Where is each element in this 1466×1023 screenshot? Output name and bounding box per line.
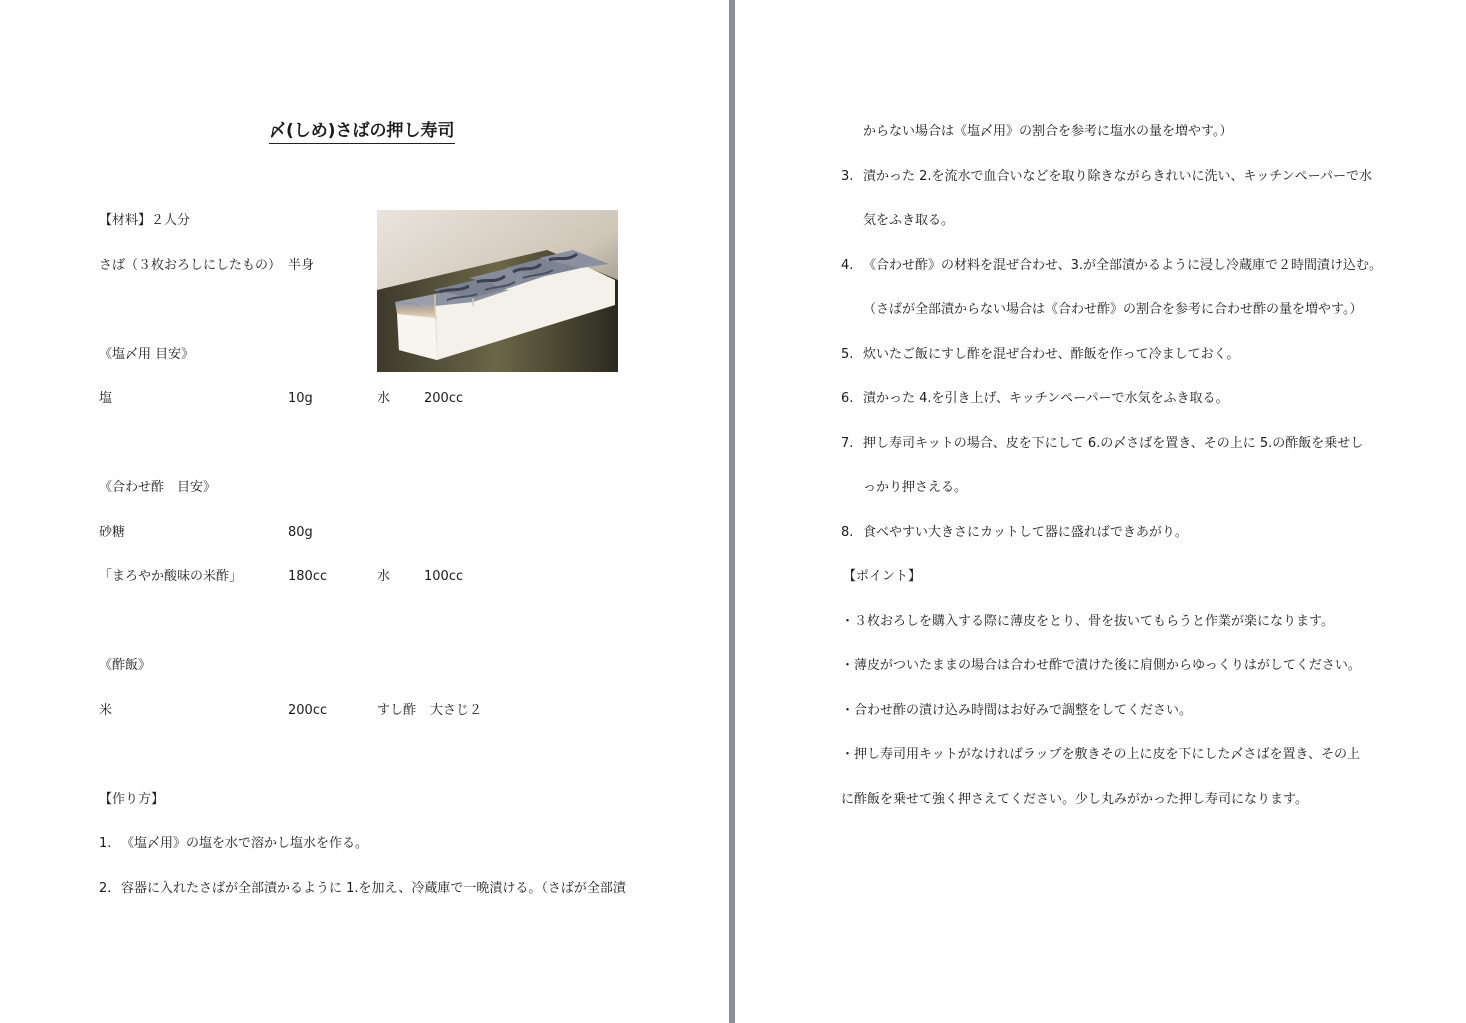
sugar-qty: 80g xyxy=(288,525,313,540)
page-divider xyxy=(729,0,735,1023)
salt-qty: 10g xyxy=(288,391,313,406)
step-8-number: 8. xyxy=(841,525,854,540)
step-3-text-line1: 漬かった 2.を流水で血合いなどを取り除きながらきれいに洗い、キッチンペーパーで水 xyxy=(863,169,1372,184)
rice-section-header: 《酢飯》 xyxy=(99,658,152,673)
step-6-text: 漬かった 4.を引き上げ、キッチンペーパーで水気をふき取る。 xyxy=(863,391,1229,406)
step-8-text: 食べやすい大きさにカットして器に盛ればできあがり。 xyxy=(863,525,1188,540)
salt-water-qty: 200cc xyxy=(424,391,464,406)
step-2-number: 2. xyxy=(99,881,112,896)
step-3-number: 3. xyxy=(841,169,854,184)
vinegar-section-header: 《合わせ酢 目安》 xyxy=(99,480,217,495)
step-3-text-line2: 気をふき取る。 xyxy=(863,213,955,228)
step-7-number: 7. xyxy=(841,436,854,451)
point-4-line2: に酢飯を乗せて強く押さえてください。少し丸みがかった押し寿司になります。 xyxy=(841,792,1308,807)
vinegar-water-label: 水 xyxy=(377,569,391,584)
sugar-label: 砂糖 xyxy=(99,525,126,540)
step-2-text: 容器に入れたさばが全部漬かるように 1.を加え、冷蔵庫で一晩漬ける。（さばが全部漬 xyxy=(121,881,626,896)
document-page-right xyxy=(738,0,1466,1023)
recipe-title: 〆(しめ)さばの押し寿司 xyxy=(269,120,455,144)
step-4-text-line1: 《合わせ酢》の材料を混ぜ合わせ、3.が全部漬かるように浸し冷蔵庫で２時間漬け込む。 xyxy=(863,258,1383,273)
step-1-number: 1. xyxy=(99,836,112,851)
rice-vinegar-label: 「まろやか酸味の米酢」 xyxy=(99,569,243,584)
step-4-number: 4. xyxy=(841,258,854,273)
sushi-photo xyxy=(377,210,618,372)
step-1-text: 《塩〆用》の塩を水で溶かし塩水を作る。 xyxy=(121,836,369,851)
ingredients-header: 【材料】２人分 xyxy=(99,213,191,228)
salt-water-label: 水 xyxy=(377,391,391,406)
document-page-left xyxy=(0,0,728,1023)
step-7-text-line1: 押し寿司キットの場合、皮を下にして 6.の〆さばを置き、その上に 5.の酢飯を乗せし xyxy=(863,436,1364,451)
method-header: 【作り方】 xyxy=(99,792,165,807)
step-5-number: 5. xyxy=(841,347,854,362)
ingredient-saba-name: さば（３枚おろしにしたもの） xyxy=(99,258,282,273)
step-5-text: 炊いたご飯にすし酢を混ぜ合わせ、酢飯を作って冷ましておく。 xyxy=(863,347,1240,362)
step-2-continuation: からない場合は《塩〆用》の割合を参考に塩水の量を増やす。） xyxy=(863,124,1233,139)
step-7-text-line2: っかり押さえる。 xyxy=(863,480,968,495)
step-4-text-line2: （さばが全部漬からない場合は《合わせ酢》の割合を参考に合わせ酢の量を増やす。） xyxy=(863,302,1363,317)
rice-vinegar-qty: 180cc xyxy=(288,569,328,584)
point-1: ・３枚おろしを購入する際に薄皮をとり、骨を抜いてもらうと作業が楽になります。 xyxy=(841,614,1334,629)
salt-section-header: 《塩〆用 目安》 xyxy=(99,347,195,362)
vinegar-water-qty: 100cc xyxy=(424,569,464,584)
sushi-vinegar-qty: 大さじ２ xyxy=(430,703,483,718)
ingredient-saba-qty: 半身 xyxy=(288,258,315,273)
point-2: ・薄皮がついたままの場合は合わせ酢で漬けた後に肩側からゆっくりはがしてください。 xyxy=(841,658,1361,673)
point-4-line1: ・押し寿司用キットがなければラップを敷きその上に皮を下にした〆さばを置き、その上 xyxy=(841,747,1360,762)
sushi-vinegar-label: すし酢 xyxy=(377,703,417,718)
step-6-number: 6. xyxy=(841,391,854,406)
point-3: ・合わせ酢の漬け込み時間はお好みで調整をしてください。 xyxy=(841,703,1193,718)
rice-label: 米 xyxy=(99,703,113,718)
points-header: 【ポイント】 xyxy=(843,569,922,584)
rice-qty: 200cc xyxy=(288,703,328,718)
salt-label: 塩 xyxy=(99,391,113,406)
